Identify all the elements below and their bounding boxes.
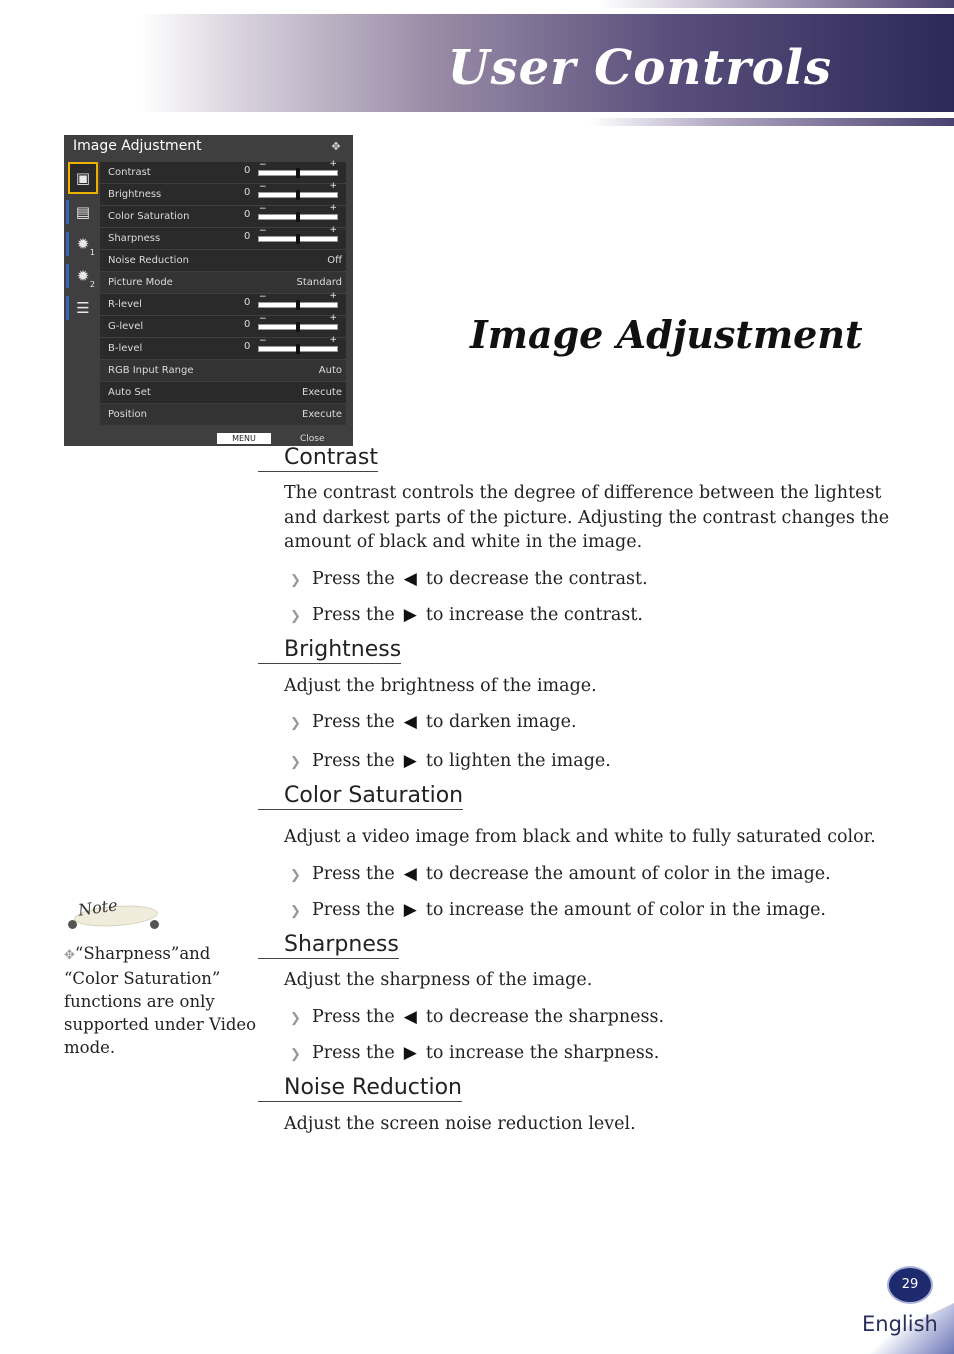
right-arrow-icon: ▶ (403, 900, 417, 920)
note-label: Note (76, 895, 119, 920)
osd-row-rgb-input-range: RGB Input Range Auto (100, 360, 346, 381)
bullet-chevron-icon: ❯ (290, 716, 301, 731)
b-level-slider: − + (258, 346, 338, 352)
bullet-chevron-icon: ❯ (290, 868, 301, 883)
osd-row-contrast: Contrast 0 − + (100, 162, 346, 183)
osd-row-sharpness: Sharpness 0 − + (100, 228, 346, 249)
sharpness-bullet-increase: ❯ Press the ▶ to increase the sharpness. (290, 1041, 659, 1067)
note-pin-icon (150, 920, 159, 929)
navigation-arrows-icon: ✥ (331, 140, 341, 153)
language-label: English (862, 1312, 938, 1336)
note-pin-icon (68, 920, 77, 929)
osd-row-position: Position Execute (100, 404, 346, 425)
section-title-noise-reduction: Noise Reduction (258, 1075, 462, 1102)
color-saturation-bullet-increase: ❯ Press the ▶ to increase the amount of color in the image. (290, 898, 826, 924)
note-banner (66, 895, 162, 932)
bullet-chevron-icon: ❯ (290, 1011, 301, 1026)
noise-reduction-description: Adjust the screen noise reduction level. (284, 1114, 636, 1134)
osd-row-auto-set: Auto Set Execute (100, 382, 346, 403)
sharpness-bullet-decrease: ❯ Press the ◀ to decrease the sharpness. (290, 1005, 664, 1031)
osd-menu-screenshot (64, 135, 353, 446)
osd-title: Image Adjustment (73, 138, 202, 154)
setup1-tab-icon: ✹ $_1$ (68, 228, 98, 260)
section-title-sharpness: Sharpness (258, 932, 399, 959)
osd-row-r-level: R-level 0 − + (100, 294, 346, 315)
header-top-stripe (600, 0, 954, 8)
section-title-color-saturation: Color Saturation (258, 783, 463, 810)
osd-sidebar (68, 162, 98, 322)
osd-row-color-saturation: Color Saturation 0 − + (100, 206, 346, 227)
image-tab-icon: ▣ (68, 162, 98, 194)
options-tab-icon: ☰ (68, 292, 98, 324)
osd-close-label: Close (300, 434, 325, 444)
contrast-bullet-increase: ❯ Press the ▶ to increase the contrast. (290, 603, 643, 629)
osd-row-brightness: Brightness 0 − + (100, 184, 346, 205)
right-arrow-icon: ▶ (403, 751, 417, 771)
color-saturation-description: Adjust a video image from black and white to fully saturated color. (284, 827, 876, 847)
brightness-bullet-darken: ❯ Press the ◀ to darken image. (290, 710, 577, 736)
bullet-chevron-icon: ❯ (290, 1047, 301, 1062)
bullet-chevron-icon: ❯ (290, 609, 301, 624)
brightness-bullet-lighten: ❯ Press the ▶ to lighten the image. (290, 749, 611, 775)
g-level-slider: − + (258, 324, 338, 330)
sharpness-description: Adjust the sharpness of the image. (284, 970, 593, 990)
left-arrow-icon: ◀ (403, 569, 417, 589)
bullet-chevron-icon: ❯ (290, 573, 301, 588)
osd-menu-key: MENU (217, 433, 271, 444)
note-text: ✥“Sharpness”and “Color Saturation” functions are only supported under Video mode. (64, 944, 257, 1057)
note-star-icon: ✥ (64, 948, 75, 963)
page-number: 29 (887, 1266, 933, 1304)
brightness-slider: − + (258, 192, 338, 198)
sharpness-slider: − + (258, 236, 338, 242)
chapter-title: User Controls (447, 40, 832, 96)
osd-footer (64, 431, 353, 446)
osd-row-picture-mode: Picture Mode Standard (100, 272, 346, 293)
osd-row-noise-reduction: Noise Reduction Off (100, 250, 346, 271)
bullet-chevron-icon: ❯ (290, 755, 301, 770)
contrast-slider: − + (258, 170, 338, 176)
color-saturation-slider: − + (258, 214, 338, 220)
section-title-brightness: Brightness (258, 637, 401, 664)
r-level-slider: − + (258, 302, 338, 308)
left-arrow-icon: ◀ (403, 1007, 417, 1027)
osd-row-b-level: B-level 0 − + (100, 338, 346, 359)
setup2-tab-icon: ✹ $_2$ (68, 260, 98, 292)
header-bottom-stripe (590, 118, 954, 126)
brightness-description: Adjust the brightness of the image. (284, 676, 597, 696)
bullet-chevron-icon: ❯ (290, 904, 301, 919)
osd-row-g-level: G-level 0 − + (100, 316, 346, 337)
display-tab-icon: ▤ (68, 196, 98, 228)
contrast-bullet-decrease: ❯ Press the ◀ to decrease the contrast. (290, 567, 648, 593)
color-saturation-bullet-decrease: ❯ Press the ◀ to decrease the amount of color in the image. (290, 862, 831, 888)
right-arrow-icon: ▶ (403, 605, 417, 625)
section-title-contrast: Contrast (258, 445, 378, 472)
contrast-description: The contrast controls the degree of difference between the lightest and darkest parts of the picture. Adjusting the contrast changes the amount of black and white in the image. (284, 483, 890, 552)
right-arrow-icon: ▶ (403, 1043, 417, 1063)
left-arrow-icon: ◀ (403, 864, 417, 884)
page-heading: Image Adjustment (470, 312, 863, 357)
left-arrow-icon: ◀ (403, 712, 417, 732)
